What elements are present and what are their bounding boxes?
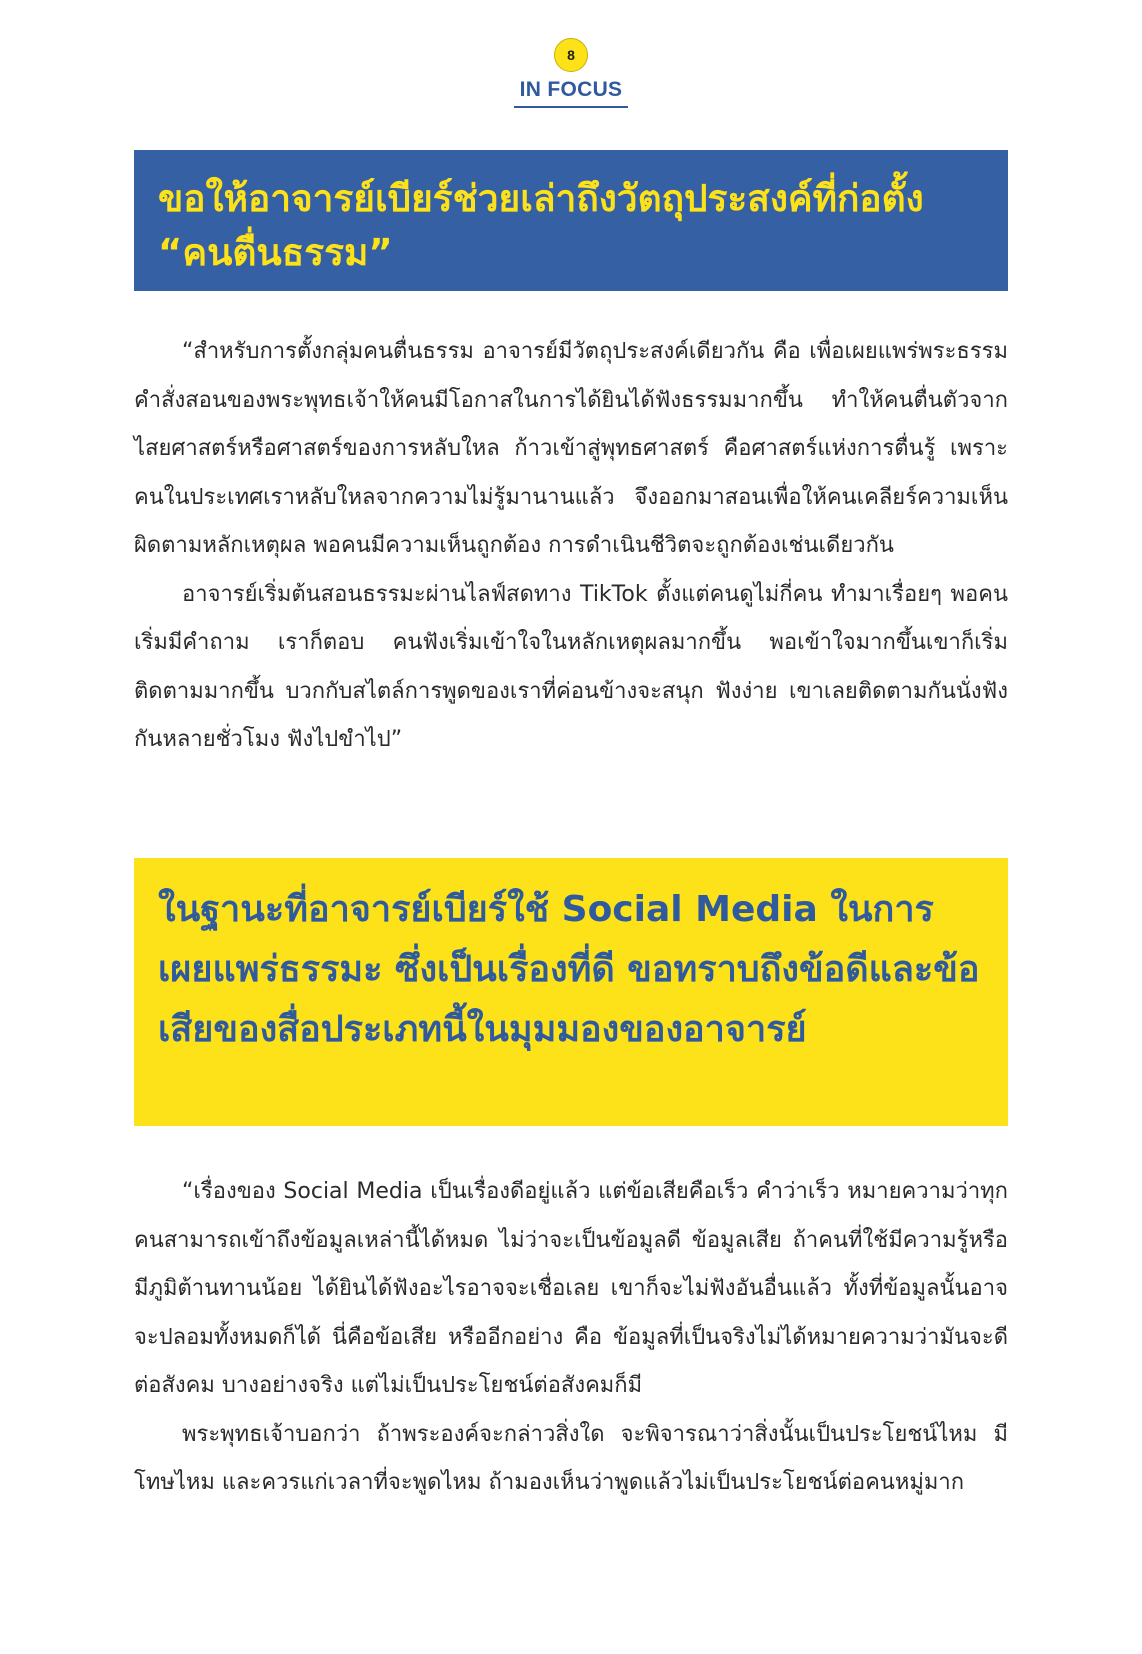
answer-1-paragraph-2: อาจารย์เริ่มต้นสอนธรรมะผ่านไลฟ์สดทาง TikTok ตั้งแต่คนดูไม่กี่คน ทำมาเรื่อยๆ พอคนเริ่มมีคำถาม เราก็ตอบ คนฟังเริ่มเข้าใจในหลักเหตุผลมากขึ้น พอเข้าใจมากขึ้นเขาก็เริ่มติดตามมากขึ้น บวกกับสไตล์การพูดของเราที่ค่อนข้างจะสนุก ฟังง่าย เขาเลยติดตามกันนั่งฟังกันหลายชั่วโมง ฟังไปขำไป” [134, 581, 1008, 752]
question-2-box [134, 858, 1008, 1126]
question-1-box [134, 150, 1008, 291]
answer-1 [134, 328, 1008, 765]
answer-2-paragraph-2: พระพุทธเจ้าบอกว่า ถ้าพระองค์จะกล่าวสิ่งใด จะพิจารณาว่าสิ่งนั้นเป็นประโยชน์ไหม มีโทษไหม และควรแก่เวลาที่จะพูดไหม ถ้ามองเห็นว่าพูดแล้วไม่เป็นประโยชน์ต่อคนหมู่มาก [134, 1421, 1008, 1495]
section-label: IN FOCUS [514, 78, 629, 108]
answer-2 [134, 1168, 1008, 1508]
page-header [0, 38, 1142, 108]
question-1-heading: ขอให้อาจารย์เบียร์ช่วยเล่าถึงวัตถุประสงค์ที่ก่อตั้ง “คนตื่นธรรม” [158, 177, 924, 274]
question-2-heading: ในฐานะที่อาจารย์เบียร์ใช้ Social Media ในการเผยแพร่ธรรมะ ซึ่งเป็นเรื่องที่ดี ขอทราบถึงข้อดีและข้อเสียของสื่อประเภทนี้ในมุมมองของอาจารย์ [158, 889, 980, 1050]
page-number-badge: 8 [554, 38, 588, 72]
answer-1-paragraph-1: “สำหรับการตั้งกลุ่มคนตื่นธรรม อาจารย์มีวัตถุประสงค์เดียวกัน คือ เพื่อเผยแพร่พระธรรมคำสั่งสอนของพระพุทธเจ้าให้คนมีโอกาสในการได้ยินได้ฟังธรรมมากขึ้น ทำให้คนตื่นตัวจากไสยศาสตร์หรือศาสตร์ของการหลับใหล ก้าวเข้าสู่พุทธศาสตร์ คือศาสตร์แห่งการตื่นรู้ เพราะคนในประเทศเราหลับใหลจากความไม่รู้มานานแล้ว จึงออกมาสอนเพื่อให้คนเคลียร์ความเห็นผิดตามหลักเหตุผล พอคนมีความเห็นถูกต้อง การดำเนินชีวิตจะถูกต้องเช่นเดียวกัน [134, 339, 1008, 558]
answer-2-paragraph-1: “เรื่องของ Social Media เป็นเรื่องดีอยู่แล้ว แต่ข้อเสียคือเร็ว คำว่าเร็ว หมายความว่าทุกคนสามารถเข้าถึงข้อมูลเหล่านี้ได้หมด ไม่ว่าจะเป็นข้อมูลดี ข้อมูลเสีย ถ้าคนที่ใช้มีความรู้หรือมีภูมิต้านทานน้อย ได้ยินได้ฟังอะไรอาจจะเชื่อเลย เขาก็จะไม่ฟังอันอื่นแล้ว ทั้งที่ข้อมูลนั้นอาจจะปลอมทั้งหมดก็ได้ นี่คือข้อเสีย หรืออีกอย่าง คือ ข้อมูลที่เป็นจริงไม่ได้หมายความว่ามันจะดีต่อสังคม บางอย่างจริง แต่ไม่เป็นประโยชน์ต่อสังคมก็มี [134, 1179, 1008, 1398]
